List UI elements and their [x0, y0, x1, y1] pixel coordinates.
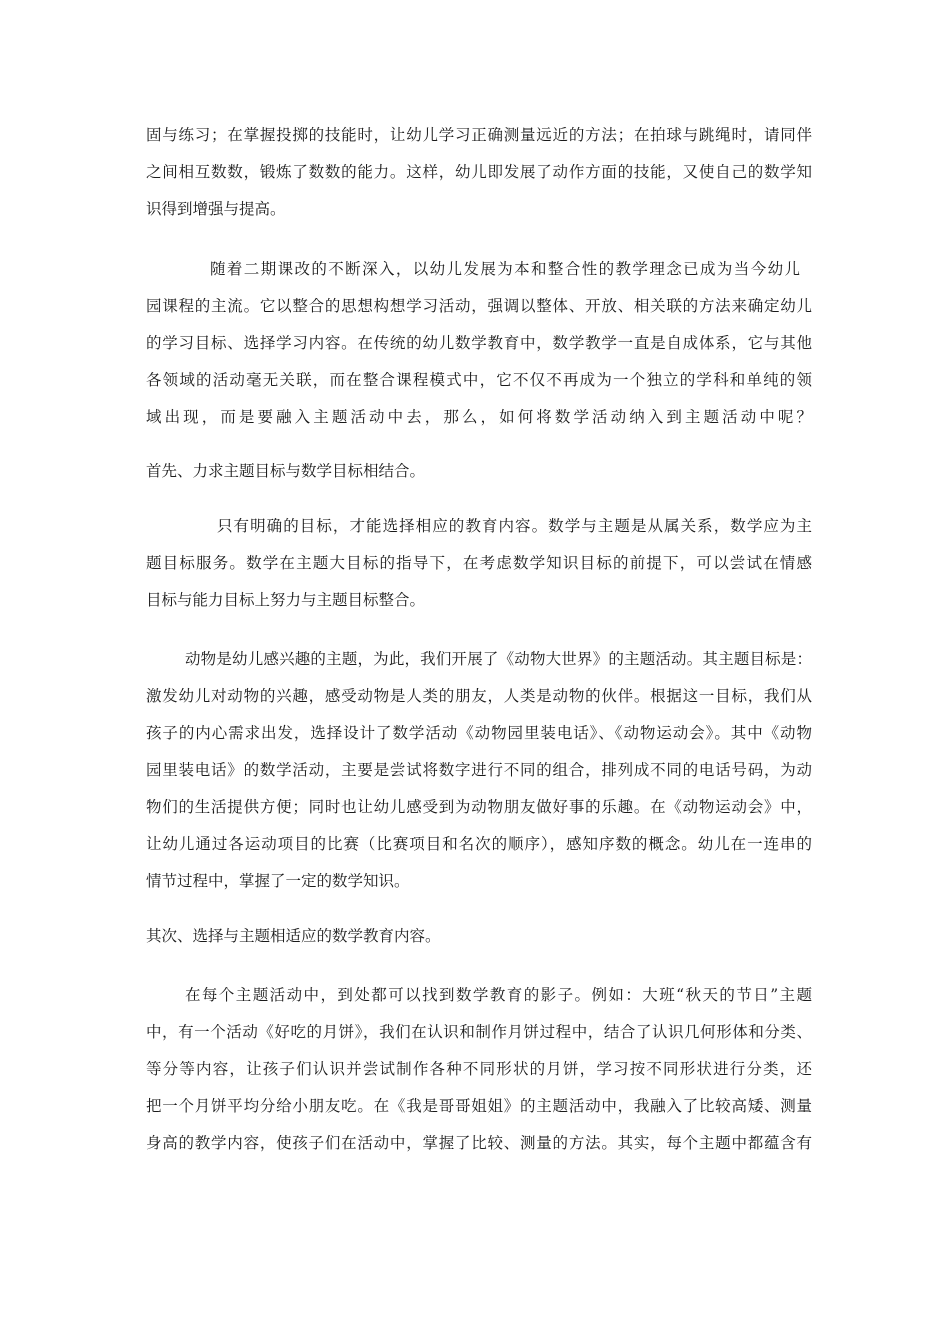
paragraph-2-line-3: 的学习目标、选择学习内容。在传统的幼儿数学教育中，数学教学一直是自成体系，它与其他 — [146, 334, 812, 352]
paragraph-4-line-5: 物们的生活提供方便；同时也让幼儿感受到为动物朋友做好事的乐趣。在《动物运动会》中， — [146, 798, 812, 816]
paragraph-2-line-1: 随着二期课改的不断深入，以幼儿发展为本和整合性的教学理念已成为当今幼儿 — [210, 260, 800, 278]
paragraph-5-line-1: 在每个主题活动中，到处都可以找到数学教育的影子。例如：大班“秋天的节日”主题 — [185, 986, 812, 1004]
paragraph-5-line-2: 中，有一个活动《好吃的月饼》，我们在认识和制作月饼过程中，结合了认识几何形体和分类、 — [146, 1023, 812, 1041]
paragraph-4-line-6: 让幼儿通过各运动项目的比赛（比赛项目和名次的顺序），感知序数的概念。幼儿在一连串的 — [146, 835, 812, 853]
paragraph-4-line-1: 动物是幼儿感兴趣的主题，为此，我们开展了《动物大世界》的主题活动。其主题目标是： — [185, 650, 812, 668]
paragraph-2-line-4: 各领域的活动毫无关联，而在整合课程模式中，它不仅不再成为一个独立的学科和单纯的领 — [146, 371, 812, 389]
paragraph-2-line-5: 域出现，而是要融入主题活动中去，那么，如何将数学活动纳入到主题活动中呢？ — [146, 408, 812, 426]
section-heading-1: 首先、力求主题目标与数学目标相结合。 — [146, 462, 426, 480]
paragraph-5-line-3: 等分等内容，让孩子们认识并尝试制作各种不同形状的月饼，学习按不同形状进行分类，还 — [146, 1060, 812, 1078]
paragraph-4-line-3: 孩子的内心需求出发，选择设计了数学活动《动物园里装电话》、《动物运动会》。其中《动物 — [146, 724, 812, 742]
paragraph-5-line-4: 把一个月饼平均分给小朋友吃。在《我是哥哥姐姐》的主题活动中，我融入了比较高矮、测量 — [146, 1097, 812, 1115]
paragraph-3-line-2: 题目标服务。数学在主题大目标的指导下，在考虑数学知识目标的前提下，可以尝试在情感 — [146, 554, 812, 572]
section-heading-2: 其次、选择与主题相适应的数学教育内容。 — [146, 927, 441, 945]
paragraph-4-line-7: 情节过程中，掌握了一定的数学知识。 — [146, 872, 410, 890]
paragraph-1-line-1: 固与练习；在掌握投掷的技能时，让幼儿学习正确测量远近的方法；在拍球与跳绳时，请同伴 — [146, 126, 812, 144]
paragraph-2-line-2: 园课程的主流。它以整合的思想构想学习活动，强调以整体、开放、相关联的方法来确定幼儿 — [146, 297, 812, 315]
paragraph-4-line-2: 激发幼儿对动物的兴趣，感受动物是人类的朋友，人类是动物的伙伴。根据这一目标，我们从 — [146, 687, 812, 705]
paragraph-3-line-3: 目标与能力目标上努力与主题目标整合。 — [146, 591, 426, 609]
paragraph-1-line-2: 之间相互数数，锻炼了数数的能力。这样，幼儿即发展了动作方面的技能，又使自己的数学知 — [146, 163, 812, 181]
paragraph-1-line-3: 识得到增强与提高。 — [146, 200, 286, 218]
paragraph-4-line-4: 园里装电话》的数学活动，主要是尝试将数字进行不同的组合，排列成不同的电话号码，为动 — [146, 761, 812, 779]
paragraph-5-line-5: 身高的教学内容，使孩子们在活动中，掌握了比较、测量的方法。其实，每个主题中都蕴含有 — [146, 1134, 812, 1152]
paragraph-3-line-1: 只有明确的目标，才能选择相应的教育内容。数学与主题是从属关系，数学应为主 — [217, 517, 812, 535]
